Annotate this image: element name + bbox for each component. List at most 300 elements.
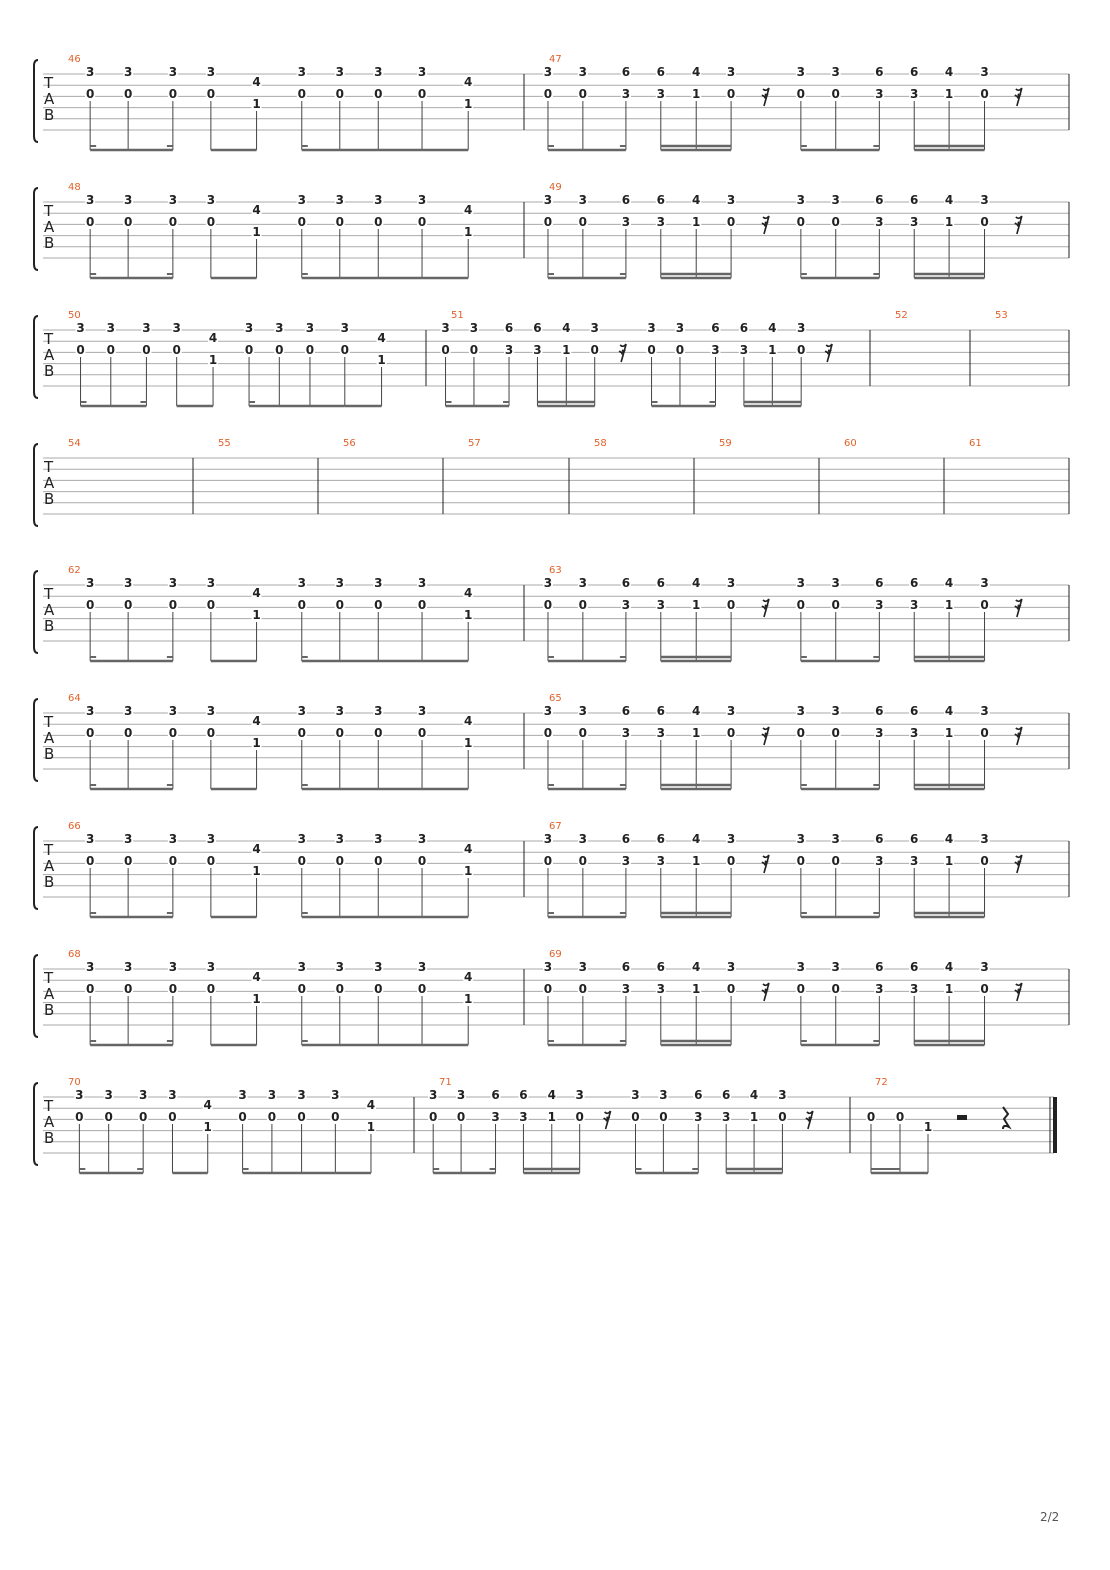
fret-number: 3 bbox=[138, 1088, 148, 1102]
fret-number: 0 bbox=[831, 982, 840, 996]
fret-number: 6 bbox=[621, 576, 631, 590]
fret-number: 0 bbox=[75, 1110, 84, 1124]
fret-number: 0 bbox=[297, 982, 306, 996]
fret-number: 0 bbox=[543, 726, 553, 740]
fret-number: 0 bbox=[206, 215, 216, 229]
fret-number: 3 bbox=[656, 215, 665, 229]
fret-number: 1 bbox=[464, 992, 473, 1006]
fret-number: 3 bbox=[172, 321, 181, 335]
tab-letter: A bbox=[44, 857, 55, 875]
fret-number: 3 bbox=[726, 960, 736, 974]
fret-number: 3 bbox=[578, 193, 588, 207]
tab-letter: A bbox=[44, 985, 55, 1003]
fret-number: 6 bbox=[656, 704, 665, 718]
fret-number: 6 bbox=[875, 65, 884, 79]
tab-letter: T bbox=[44, 585, 54, 603]
fret-number: 1 bbox=[944, 598, 954, 612]
tab-letter: T bbox=[44, 1097, 54, 1115]
fret-number: 0 bbox=[85, 854, 95, 868]
fret-number: 1 bbox=[749, 1110, 759, 1124]
fret-number: 6 bbox=[875, 704, 884, 718]
fret-number: 3 bbox=[297, 576, 306, 590]
fret-number: 0 bbox=[297, 1110, 306, 1124]
fret-number: 3 bbox=[831, 832, 840, 846]
fret-number: 3 bbox=[590, 321, 599, 335]
tab-letter: A bbox=[44, 346, 55, 364]
fret-number: 3 bbox=[168, 1088, 177, 1102]
fret-number: 1 bbox=[692, 87, 701, 101]
fret-number: 4 bbox=[944, 704, 954, 718]
fret-number: 0 bbox=[895, 1110, 905, 1124]
fret-number: 0 bbox=[374, 982, 383, 996]
fret-number: 3 bbox=[910, 854, 919, 868]
quarter-rest bbox=[1003, 1107, 1009, 1129]
fret-number: 1 bbox=[692, 854, 701, 868]
tab-letter: T bbox=[44, 74, 54, 92]
tab-letter: A bbox=[44, 218, 55, 236]
fret-number: 3 bbox=[123, 65, 133, 79]
fret-number: 3 bbox=[980, 65, 989, 79]
fret-number: 0 bbox=[543, 87, 553, 101]
fret-number: 0 bbox=[297, 854, 306, 868]
fret-number: 3 bbox=[206, 704, 216, 718]
fret-number: 3 bbox=[168, 704, 178, 718]
fret-number: 3 bbox=[76, 321, 85, 335]
fret-number: 3 bbox=[875, 598, 884, 612]
fret-number: 3 bbox=[85, 193, 95, 207]
fret-number: 0 bbox=[335, 87, 344, 101]
fret-number: 0 bbox=[980, 982, 989, 996]
fret-number: 1 bbox=[923, 1120, 933, 1134]
fret-number: 6 bbox=[656, 576, 665, 590]
fret-number: 0 bbox=[866, 1110, 876, 1124]
fret-number: 3 bbox=[238, 1088, 247, 1102]
system-bracket bbox=[34, 316, 38, 398]
fret-number: 0 bbox=[796, 598, 806, 612]
fret-number: 6 bbox=[656, 960, 665, 974]
fret-number: 4 bbox=[944, 960, 954, 974]
fret-number: 0 bbox=[726, 598, 736, 612]
fret-number: 3 bbox=[875, 854, 884, 868]
fret-number: 0 bbox=[85, 87, 95, 101]
fret-number: 3 bbox=[980, 960, 989, 974]
fret-number: 4 bbox=[464, 203, 473, 217]
fret-number: 0 bbox=[297, 215, 306, 229]
fret-number: 3 bbox=[417, 704, 427, 718]
measure-number: 65 bbox=[549, 693, 562, 704]
page-number: 2/2 bbox=[1040, 1510, 1060, 1524]
fret-number: 1 bbox=[692, 726, 701, 740]
fret-number: 3 bbox=[123, 576, 133, 590]
fret-number: 3 bbox=[910, 726, 919, 740]
fret-number: 3 bbox=[123, 832, 133, 846]
measure-number: 46 bbox=[68, 54, 81, 65]
tab-letter: T bbox=[44, 330, 54, 348]
measure-number: 68 bbox=[68, 949, 81, 960]
fret-number: 3 bbox=[456, 1088, 466, 1102]
fret-number: 0 bbox=[417, 726, 427, 740]
fret-number: 3 bbox=[726, 704, 736, 718]
fret-number: 1 bbox=[252, 992, 261, 1006]
fret-number: 3 bbox=[726, 576, 736, 590]
fret-number: 6 bbox=[621, 65, 631, 79]
fret-number: 3 bbox=[621, 598, 631, 612]
fret-number: 3 bbox=[206, 576, 216, 590]
fret-number: 4 bbox=[464, 842, 473, 856]
fret-number: 6 bbox=[656, 65, 665, 79]
fret-number: 0 bbox=[578, 854, 588, 868]
fret-number: 3 bbox=[374, 960, 383, 974]
fret-number: 6 bbox=[721, 1088, 731, 1102]
fret-number: 3 bbox=[504, 343, 514, 357]
fret-number: 0 bbox=[206, 726, 216, 740]
fret-number: 0 bbox=[831, 87, 840, 101]
fret-number: 1 bbox=[944, 215, 954, 229]
measure-number: 66 bbox=[68, 821, 81, 832]
fret-number: 4 bbox=[692, 960, 701, 974]
fret-number: 3 bbox=[875, 87, 884, 101]
fret-number: 3 bbox=[104, 1088, 113, 1102]
fret-number: 3 bbox=[910, 598, 919, 612]
fret-number: 0 bbox=[659, 1110, 668, 1124]
fret-number: 0 bbox=[796, 215, 806, 229]
fret-number: 3 bbox=[75, 1088, 84, 1102]
fret-number: 3 bbox=[796, 65, 806, 79]
fret-number: 6 bbox=[533, 321, 542, 335]
fret-number: 3 bbox=[575, 1088, 584, 1102]
measure-number: 48 bbox=[68, 182, 81, 193]
fret-number: 3 bbox=[694, 1110, 703, 1124]
fret-number: 3 bbox=[980, 193, 989, 207]
fret-number: 0 bbox=[142, 343, 151, 357]
fret-number: 1 bbox=[547, 1110, 556, 1124]
fret-number: 3 bbox=[875, 726, 884, 740]
sixteenth-rest: 𝄿 bbox=[807, 1110, 813, 1129]
fret-number: 6 bbox=[621, 704, 631, 718]
fret-number: 3 bbox=[85, 832, 95, 846]
fret-number: 4 bbox=[562, 321, 571, 335]
measure-number: 54 bbox=[68, 438, 81, 449]
fret-number: 4 bbox=[768, 321, 777, 335]
fret-number: 4 bbox=[944, 576, 954, 590]
fret-number: 0 bbox=[85, 598, 95, 612]
fret-number: 3 bbox=[206, 960, 216, 974]
fret-number: 0 bbox=[980, 726, 989, 740]
fret-number: 0 bbox=[726, 982, 736, 996]
fret-number: 0 bbox=[417, 854, 427, 868]
fret-number: 3 bbox=[831, 576, 840, 590]
fret-number: 4 bbox=[464, 586, 473, 600]
fret-number: 3 bbox=[340, 321, 349, 335]
fret-number: 6 bbox=[910, 576, 919, 590]
fret-number: 3 bbox=[85, 704, 95, 718]
measure-number: 50 bbox=[68, 310, 81, 321]
fret-number: 1 bbox=[203, 1120, 212, 1134]
fret-number: 3 bbox=[275, 321, 284, 335]
system-bracket bbox=[34, 444, 38, 526]
tab-letter: T bbox=[44, 969, 54, 987]
fret-number: 3 bbox=[335, 704, 344, 718]
fret-number: 6 bbox=[519, 1088, 528, 1102]
fret-number: 3 bbox=[831, 960, 840, 974]
fret-number: 3 bbox=[206, 193, 216, 207]
fret-number: 3 bbox=[831, 65, 840, 79]
fret-number: 0 bbox=[980, 854, 989, 868]
fret-number: 3 bbox=[647, 321, 656, 335]
tab-letter: A bbox=[44, 601, 55, 619]
fret-number: 6 bbox=[694, 1088, 703, 1102]
fret-number: 4 bbox=[252, 714, 261, 728]
sixteenth-rest: 𝄿 bbox=[763, 982, 769, 1001]
fret-number: 3 bbox=[106, 321, 115, 335]
fret-number: 1 bbox=[366, 1120, 376, 1134]
fret-number: 3 bbox=[621, 982, 631, 996]
fret-number: 3 bbox=[543, 704, 553, 718]
fret-number: 6 bbox=[739, 321, 749, 335]
fret-number: 1 bbox=[464, 97, 473, 111]
fret-number: 6 bbox=[621, 960, 631, 974]
sixteenth-rest: 𝄿 bbox=[605, 1110, 611, 1129]
fret-number: 3 bbox=[335, 832, 344, 846]
fret-number: 3 bbox=[519, 1110, 528, 1124]
fret-number: 0 bbox=[168, 726, 178, 740]
fret-number: 0 bbox=[104, 1110, 113, 1124]
fret-number: 3 bbox=[578, 576, 588, 590]
fret-number: 3 bbox=[429, 1088, 438, 1102]
fret-number: 3 bbox=[543, 832, 553, 846]
fret-number: 3 bbox=[726, 832, 736, 846]
fret-number: 0 bbox=[206, 87, 216, 101]
fret-number: 4 bbox=[944, 65, 954, 79]
fret-number: 1 bbox=[252, 225, 261, 239]
measure-number: 49 bbox=[549, 182, 562, 193]
fret-number: 0 bbox=[297, 87, 306, 101]
tab-letter: A bbox=[44, 1113, 55, 1131]
fret-number: 3 bbox=[374, 832, 383, 846]
fret-number: 4 bbox=[252, 970, 261, 984]
fret-number: 1 bbox=[692, 215, 701, 229]
fret-number: 3 bbox=[417, 65, 427, 79]
fret-number: 0 bbox=[796, 982, 806, 996]
fret-number: 0 bbox=[85, 982, 95, 996]
fret-number: 3 bbox=[123, 704, 133, 718]
tab-letter: B bbox=[44, 1129, 55, 1147]
fret-number: 0 bbox=[331, 1110, 340, 1124]
fret-number: 0 bbox=[441, 343, 450, 357]
fret-number: 3 bbox=[297, 193, 306, 207]
sixteenth-rest: 𝄿 bbox=[1016, 598, 1022, 617]
fret-number: 3 bbox=[578, 704, 588, 718]
fret-number: 4 bbox=[692, 832, 701, 846]
fret-number: 3 bbox=[374, 65, 383, 79]
fret-number: 3 bbox=[168, 193, 178, 207]
fret-number: 0 bbox=[297, 598, 306, 612]
fret-number: 6 bbox=[910, 193, 919, 207]
fret-number: 3 bbox=[206, 832, 216, 846]
fret-number: 4 bbox=[464, 970, 473, 984]
system-bracket bbox=[34, 699, 38, 781]
fret-number: 0 bbox=[335, 598, 344, 612]
half-rest bbox=[957, 1115, 967, 1120]
fret-number: 4 bbox=[749, 1088, 759, 1102]
fret-number: 3 bbox=[656, 726, 665, 740]
fret-number: 0 bbox=[374, 854, 383, 868]
fret-number: 0 bbox=[631, 1110, 640, 1124]
system-bracket bbox=[34, 827, 38, 909]
measure-number: 67 bbox=[549, 821, 562, 832]
fret-number: 3 bbox=[123, 960, 133, 974]
fret-number: 3 bbox=[711, 343, 720, 357]
fret-number: 6 bbox=[875, 960, 884, 974]
measure-number: 58 bbox=[594, 438, 607, 449]
tab-letter: B bbox=[44, 745, 55, 763]
fret-number: 4 bbox=[692, 704, 701, 718]
fret-number: 0 bbox=[417, 598, 427, 612]
fret-number: 0 bbox=[831, 598, 840, 612]
sixteenth-rest: 𝄿 bbox=[1016, 854, 1022, 873]
fret-number: 1 bbox=[692, 598, 701, 612]
fret-number: 0 bbox=[980, 87, 989, 101]
fret-number: 0 bbox=[429, 1110, 438, 1124]
fret-number: 3 bbox=[469, 321, 479, 335]
fret-number: 0 bbox=[417, 982, 427, 996]
fret-number: 3 bbox=[980, 576, 989, 590]
sixteenth-rest: 𝄿 bbox=[620, 343, 626, 362]
fret-number: 3 bbox=[910, 982, 919, 996]
fret-number: 3 bbox=[417, 576, 427, 590]
fret-number: 3 bbox=[543, 576, 553, 590]
sixteenth-rest: 𝄿 bbox=[763, 598, 769, 617]
fret-number: 0 bbox=[168, 982, 178, 996]
fret-number: 3 bbox=[417, 960, 427, 974]
fret-number: 0 bbox=[244, 343, 254, 357]
fret-number: 0 bbox=[168, 854, 178, 868]
fret-number: 3 bbox=[85, 960, 95, 974]
fret-number: 4 bbox=[464, 714, 473, 728]
fret-number: 3 bbox=[739, 343, 749, 357]
fret-number: 6 bbox=[711, 321, 720, 335]
fret-number: 3 bbox=[85, 65, 95, 79]
fret-number: 3 bbox=[796, 704, 806, 718]
fret-number: 1 bbox=[252, 864, 261, 878]
fret-number: 3 bbox=[875, 215, 884, 229]
fret-number: 6 bbox=[656, 193, 665, 207]
measure-number: 53 bbox=[995, 310, 1008, 321]
fret-number: 0 bbox=[206, 982, 216, 996]
fret-number: 0 bbox=[543, 854, 553, 868]
fret-number: 4 bbox=[944, 832, 954, 846]
fret-number: 1 bbox=[464, 864, 473, 878]
fret-number: 3 bbox=[305, 321, 315, 335]
fret-number: 3 bbox=[726, 65, 736, 79]
sixteenth-rest: 𝄿 bbox=[1016, 215, 1022, 234]
fret-number: 3 bbox=[631, 1088, 640, 1102]
fret-number: 0 bbox=[831, 215, 840, 229]
sixteenth-rest: 𝄿 bbox=[826, 343, 832, 362]
fret-number: 0 bbox=[647, 343, 656, 357]
fret-number: 4 bbox=[203, 1098, 212, 1112]
tab-letter: B bbox=[44, 234, 55, 252]
fret-number: 3 bbox=[796, 832, 806, 846]
measure-number: 63 bbox=[549, 565, 562, 576]
fret-number: 3 bbox=[831, 193, 840, 207]
fret-number: 0 bbox=[138, 1110, 148, 1124]
fret-number: 3 bbox=[374, 576, 383, 590]
tab-letter: T bbox=[44, 202, 54, 220]
fret-number: 1 bbox=[464, 608, 473, 622]
fret-number: 3 bbox=[796, 193, 806, 207]
fret-number: 6 bbox=[491, 1088, 500, 1102]
fret-number: 3 bbox=[297, 960, 306, 974]
fret-number: 3 bbox=[831, 704, 840, 718]
fret-number: 3 bbox=[297, 704, 306, 718]
fret-number: 4 bbox=[692, 193, 701, 207]
fret-number: 0 bbox=[726, 726, 736, 740]
fret-number: 0 bbox=[543, 982, 553, 996]
fret-number: 3 bbox=[417, 832, 427, 846]
fret-number: 0 bbox=[543, 598, 553, 612]
fret-number: 3 bbox=[578, 832, 588, 846]
fret-number: 3 bbox=[168, 832, 178, 846]
fret-number: 3 bbox=[656, 598, 665, 612]
fret-number: 0 bbox=[206, 854, 216, 868]
fret-number: 0 bbox=[575, 1110, 584, 1124]
fret-number: 0 bbox=[980, 598, 989, 612]
fret-number: 0 bbox=[238, 1110, 247, 1124]
measure-number: 62 bbox=[68, 565, 81, 576]
fret-number: 4 bbox=[252, 842, 261, 856]
fret-number: 0 bbox=[297, 726, 306, 740]
fret-number: 3 bbox=[656, 854, 665, 868]
fret-number: 3 bbox=[796, 960, 806, 974]
tab-letter: B bbox=[44, 873, 55, 891]
measure-number: 70 bbox=[68, 1077, 81, 1088]
fret-number: 3 bbox=[621, 854, 631, 868]
fret-number: 3 bbox=[374, 193, 383, 207]
fret-number: 3 bbox=[142, 321, 151, 335]
fret-number: 3 bbox=[543, 65, 553, 79]
system-bracket bbox=[34, 188, 38, 270]
fret-number: 3 bbox=[621, 87, 631, 101]
fret-number: 3 bbox=[123, 193, 133, 207]
fret-number: 6 bbox=[910, 960, 919, 974]
sixteenth-rest: 𝄿 bbox=[763, 215, 769, 234]
fret-number: 3 bbox=[980, 832, 989, 846]
fret-number: 1 bbox=[944, 854, 954, 868]
fret-number: 3 bbox=[656, 87, 665, 101]
fret-number: 0 bbox=[85, 215, 95, 229]
fret-number: 0 bbox=[172, 343, 181, 357]
fret-number: 6 bbox=[875, 576, 884, 590]
fret-number: 3 bbox=[910, 87, 919, 101]
fret-number: 1 bbox=[377, 353, 386, 367]
system-bracket bbox=[34, 60, 38, 142]
fret-number: 0 bbox=[123, 598, 133, 612]
fret-number: 0 bbox=[123, 854, 133, 868]
fret-number: 0 bbox=[374, 87, 383, 101]
fret-number: 3 bbox=[168, 576, 178, 590]
fret-number: 3 bbox=[726, 193, 736, 207]
fret-number: 4 bbox=[944, 193, 954, 207]
fret-number: 3 bbox=[168, 960, 178, 974]
measure-number: 56 bbox=[343, 438, 356, 449]
fret-number: 3 bbox=[441, 321, 450, 335]
fret-number: 4 bbox=[366, 1098, 376, 1112]
fret-number: 1 bbox=[464, 225, 473, 239]
fret-number: 0 bbox=[275, 343, 284, 357]
fret-number: 3 bbox=[796, 576, 806, 590]
tab-letter: T bbox=[44, 713, 54, 731]
